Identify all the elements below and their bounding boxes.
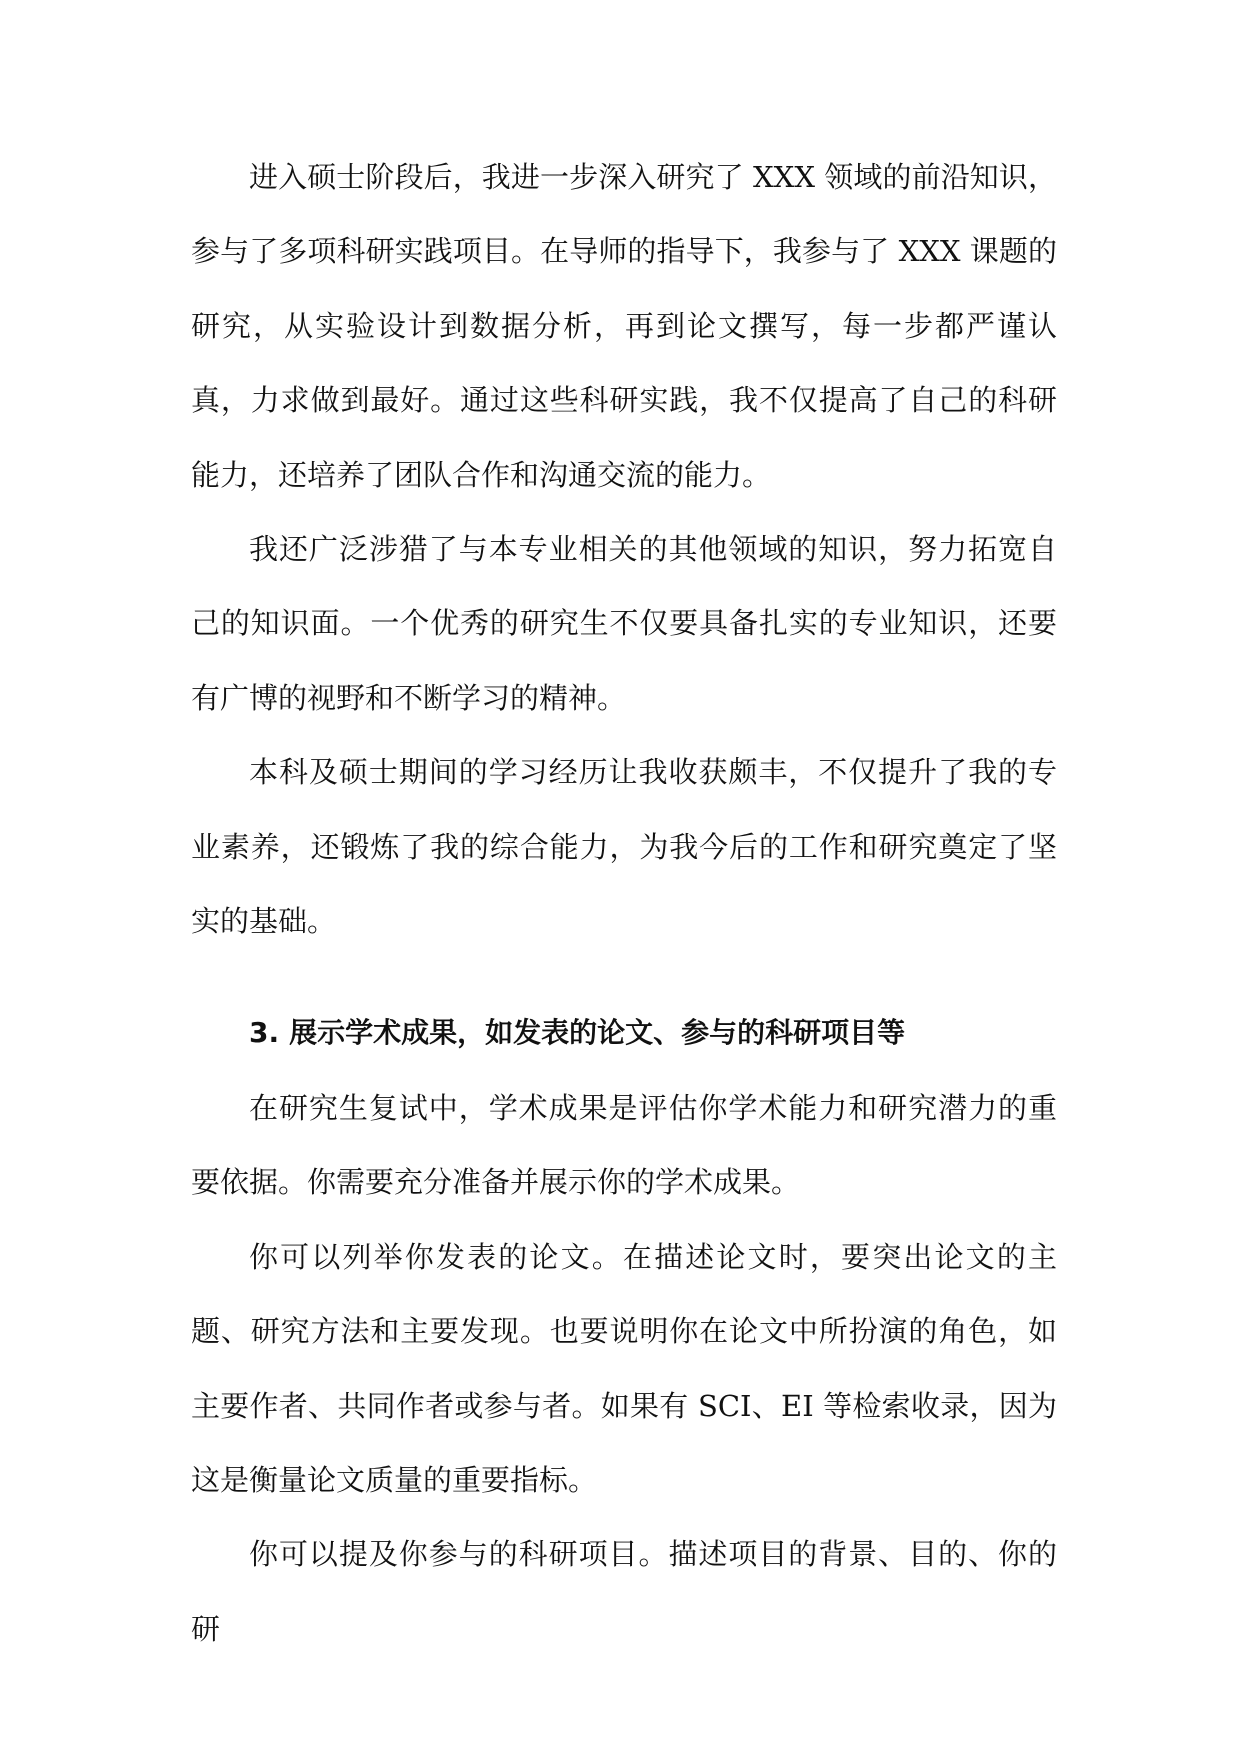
document-body — [191, 140, 1057, 1666]
paragraph-academic-achievements: 在研究生复试中，学术成果是评估你学术能力和研究潜力的重要依据。你需要充分准备并展示你的学术成果。 — [191, 1090, 1057, 1200]
paragraph-published-papers: 你可以列举你发表的论文。在描述论文时，要突出论文的主题、研究方法和主要发现。也要说明你在论文中所扮演的角色，如主要作者、共同作者或参与者。如果有 SCI、EI 等检索收录，因为这是衡量论文质量的重要指标。 — [191, 1239, 1057, 1497]
section-number: 3. — [249, 1016, 280, 1050]
section-heading — [191, 996, 1057, 1070]
section-title: 展示学术成果，如发表的论文、参与的科研项目等 — [289, 1016, 906, 1050]
paragraph-broad-knowledge: 我还广泛涉猎了与本专业相关的其他领域的知识，努力拓宽自己的知识面。一个优秀的研究生不仅要具备扎实的专业知识，还要有广博的视野和不断学习的精神。 — [191, 532, 1057, 715]
paragraph-masters-research: 进入硕士阶段后，我进一步深入研究了 XXX 领域的前沿知识，参与了多项科研实践项目。在导师的指导下，我参与了 XXX 课题的研究，从实验设计到数据分析，再到论文撰写，每一步都严谨认真，力求做到最好。通过这些科研实践，我不仅提高了自己的科研能力，还培养了团队合作和沟通交流的能力。 — [191, 160, 1057, 492]
paragraph-research-projects: 你可以提及你参与的科研项目。描述项目的背景、目的、你的研 — [191, 1537, 1057, 1646]
paragraph-study-summary: 本科及硕士期间的学习经历让我收获颇丰，不仅提升了我的专业素养，还锻炼了我的综合能力，为我今后的工作和研究奠定了坚实的基础。 — [191, 755, 1057, 939]
